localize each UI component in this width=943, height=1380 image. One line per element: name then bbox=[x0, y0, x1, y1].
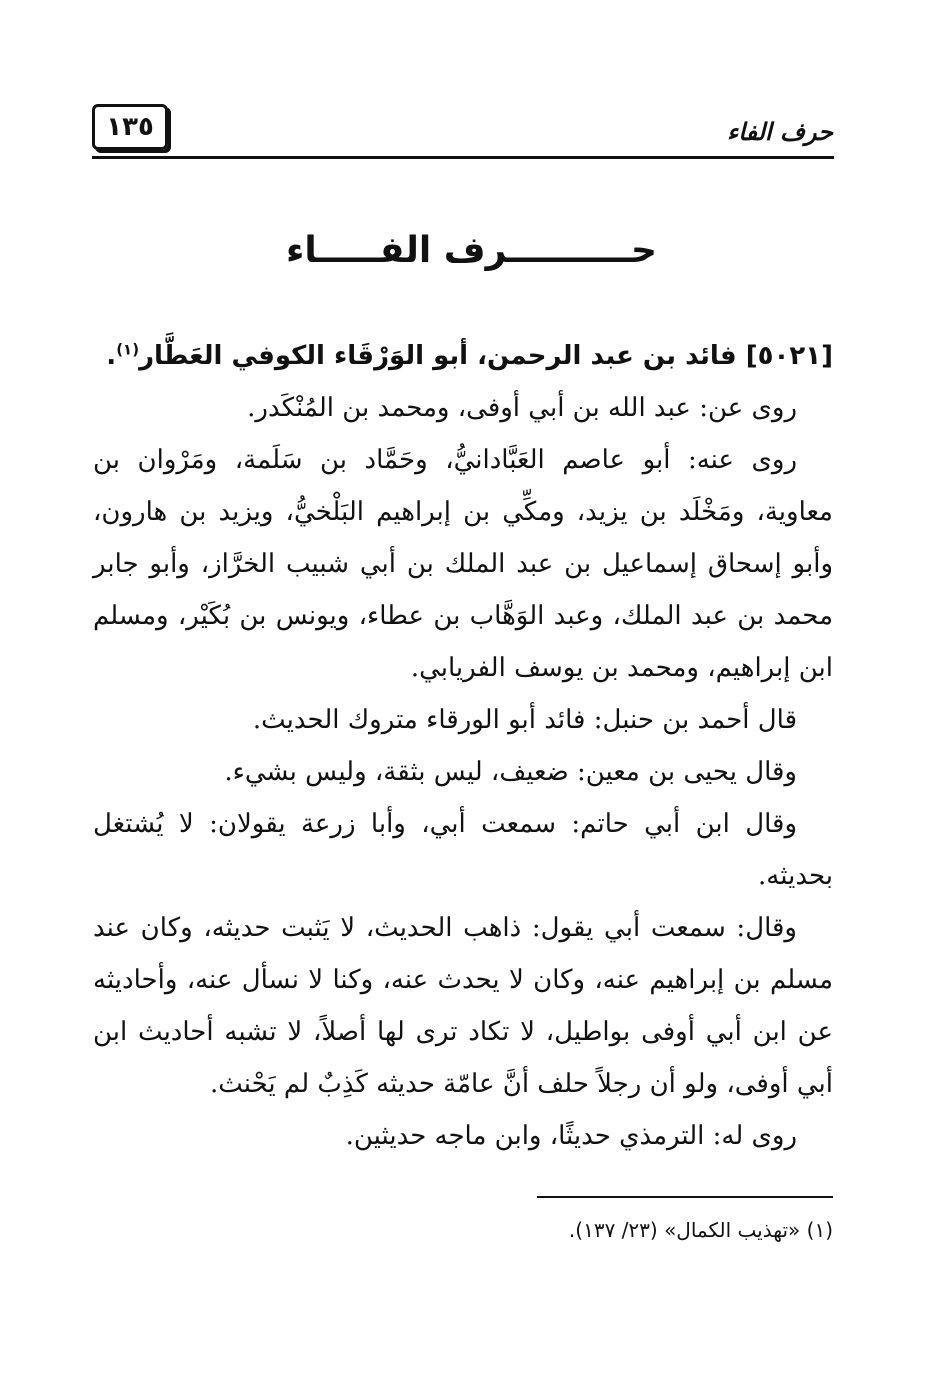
running-header-title: حرف الفاء bbox=[726, 118, 833, 146]
page-number: ١٣٥ bbox=[92, 104, 168, 150]
narrated-from-paragraph: روى عن: عبد الله بن أبي أوفى، ومحمد بن المُنْكَدر. bbox=[247, 393, 797, 423]
ahmad-opinion-paragraph: قال أحمد بن حنبل: فائد أبو الورقاء متروك الحديث. bbox=[252, 705, 797, 735]
entry-heading-period: . bbox=[106, 341, 117, 371]
footnote-reference: (١) bbox=[116, 340, 140, 359]
entry-body bbox=[93, 330, 833, 1162]
ibn-abi-hatim-paragraph: وقال ابن أبي حاتم: سمعت أبي، وأبا زرعة يقولان: لا يُشتغل بحديثه. bbox=[93, 809, 833, 891]
narrated-by-paragraph: روى له: الترمذي حديثًا، وابن ماجه حديثين. bbox=[345, 1121, 797, 1151]
entry-heading bbox=[93, 330, 833, 382]
header-divider bbox=[92, 156, 834, 159]
entry-name: فائد بن عبد الرحمن، أبو الوَرْقَاء الكوفي العَطَّار bbox=[139, 341, 737, 371]
section-heading: حــــــــــرف الفـــــاء bbox=[286, 230, 657, 271]
yahya-opinion-paragraph: وقال يحيى بن معين: ضعيف، ليس بثقة، وليس بشيء. bbox=[224, 757, 797, 787]
footnote-divider bbox=[537, 1196, 833, 1198]
entry-number: [٥٠٢١] bbox=[745, 341, 833, 371]
abu-hatim-paragraph: وقال: سمعت أبي يقول: ذاهب الحديث، لا يَثبت حديثه، وكان عند مسلم بن إبراهيم عنه، وكان لا يحدث عنه، وكنا لا نسأل عنه، وأحاديثه عن ابن أبي أوفى بواطيل، لا تكاد ترى لها أصلاً، لا تشبه أحاديث ابن أبي أوفى، ولو أن رجلاً حلف أنَّ عامّة حديثه كَذِبٌ لم يَحْنث. bbox=[93, 913, 833, 1099]
footnote: (١) «تهذيب الكمال» (٢٣/ ١٣٧). bbox=[568, 1218, 833, 1242]
narrators-paragraph: روى عنه: أبو عاصم العَبَّادانيُّ، وحَمَّاد بن سَلَمة، ومَرْوان بن معاوية، ومَخْلَد بن يزيد، ومكِّي بن إبراهيم البَلْخيُّ، ويزيد بن هارون، وأبو إسحاق إسماعيل بن عبد الملك بن أبي شبيب الخرَّاز، وأبو جابر محمد بن عبد الملك، وعبد الوَهَّاب بن عطاء، ويونس بن بُكَيْر، ومسلم ابن إبراهيم، ومحمد بن يوسف الفريابي. bbox=[93, 445, 833, 683]
